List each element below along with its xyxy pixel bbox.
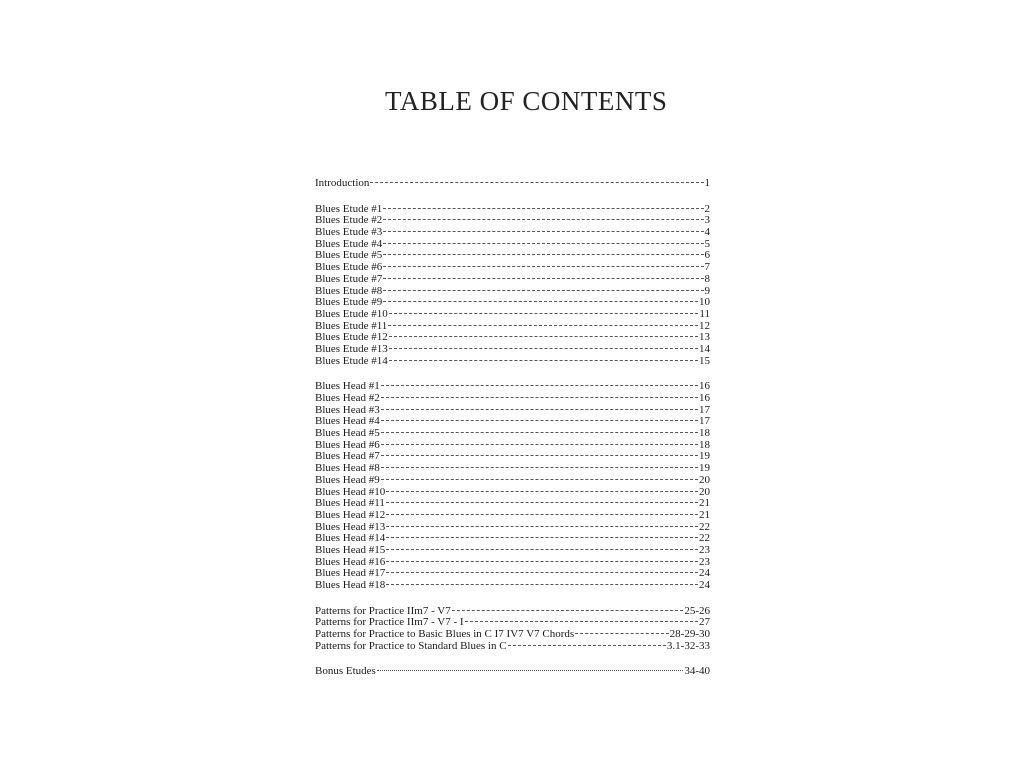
toc-leader-line [386,490,698,492]
toc-entry-label: Blues Etude #3 [315,226,383,239]
toc-entry [315,641,710,653]
toc-entry [315,428,710,440]
toc-entry-label: Blues Etude #13 [315,342,388,355]
toc-leader-line [386,536,698,538]
toc-entry [315,666,710,678]
toc-entry-label: Blues Head #10 [315,485,386,498]
toc-page-number: 10 [699,296,710,309]
toc-entry [315,178,710,190]
toc-page-number: 19 [699,462,710,475]
toc-entry-label: Blues Head #5 [315,427,380,440]
toc-leader-line [386,501,698,503]
toc-leader-line [452,609,684,611]
toc-leader-line [386,548,698,550]
toc-entry-label: Blues Head #18 [315,579,386,591]
toc-leader-line [381,478,698,480]
toc-entry-label: Patterns for Practice to Basic Blues in C I7 IV7 V7 Chords [315,628,575,641]
toc-entry [315,475,710,487]
toc-leader-line [381,419,698,421]
toc-leader-line [386,560,698,562]
toc-leader-line [383,265,703,267]
table-of-contents [315,178,710,678]
toc-entry-label: Blues Head #9 [315,473,380,486]
toc-page-number: 9 [704,284,710,297]
toc-page-number: 7 [704,261,710,274]
toc-entry-label: Blues Etude #6 [315,261,383,274]
toc-page-number: 12 [699,319,710,332]
toc-leader-line [575,632,668,634]
toc-page-number: 15 [699,354,710,367]
toc-leader-line [383,300,698,302]
toc-page-number: 6 [704,249,710,262]
toc-page-number: 4 [704,226,710,239]
toc-page-number: 24 [699,579,710,591]
toc-entry-label: Blues Head #8 [315,462,380,475]
toc-page-number: 18 [699,427,710,440]
toc-entry [315,629,710,641]
toc-page-number: 1 [704,177,710,189]
toc-entry-label: Blues Head #2 [315,392,380,404]
toc-page-number: 14 [699,342,710,355]
toc-section [315,606,710,653]
toc-entry [315,274,710,286]
toc-entry [315,393,710,405]
toc-section [315,666,710,678]
toc-page-number: 17 [699,415,710,428]
toc-page-number: 28-29-30 [669,628,710,641]
toc-entry [315,510,710,522]
toc-entry-label: Blues Etude #1 [315,202,383,215]
toc-page-number: 22 [699,532,710,545]
toc-page-number: 23 [699,555,710,568]
toc-leader-line [508,644,666,646]
toc-leader-line [383,242,703,244]
toc-entry-label: Blues Head #17 [315,567,386,580]
toc-leader-line [381,408,698,410]
toc-page-number: 5 [704,237,710,250]
toc-entry-label: Blues Head #1 [315,380,380,393]
toc-leader-line [381,431,698,433]
toc-entry-label: Blues Head #15 [315,543,386,556]
toc-entry [315,344,710,356]
toc-entry [315,356,710,368]
toc-page-number: 13 [699,331,710,344]
toc-leader-line [383,253,703,255]
toc-leader-line [370,181,703,183]
toc-leader-line [386,571,698,573]
toc-page-number: 20 [699,485,710,498]
toc-page-number: 34-40 [684,665,710,678]
toc-entry-label: Blues Head #16 [315,555,386,568]
toc-page-number: 20 [699,473,710,486]
toc-leader-line [386,583,698,585]
toc-leader-line [389,335,698,337]
toc-entry-label: Blues Head #13 [315,520,386,533]
toc-entry-label: Blues Head #7 [315,450,380,463]
toc-page-number: 19 [699,450,710,463]
toc-section [315,178,710,190]
toc-leader-line [381,384,698,386]
toc-entry-label: Blues Etude #12 [315,331,388,344]
page-title: TABLE OF CONTENTS [385,86,668,116]
toc-entry-label: Patterns for Practice to Standard Blues in C [315,639,507,652]
toc-leader-line [381,454,698,456]
toc-leader-line [383,277,703,279]
toc-leader-line [381,396,698,398]
toc-section [315,381,710,591]
toc-entry [315,309,710,321]
toc-entry-label: Blues Etude #10 [315,307,388,320]
toc-page-number: 16 [699,392,710,404]
toc-page-number: 3 [704,214,710,227]
toc-entry-label: Blues Etude #11 [315,319,388,332]
toc-entry-label: Blues Head #3 [315,403,380,416]
toc-page-number: 8 [704,272,710,285]
toc-entry-label: Patterns for Practice IIm7 - V7 [315,604,451,617]
toc-entry [315,227,710,239]
toc-leader-line [389,359,698,361]
toc-leader-line [465,620,698,622]
toc-page-number: 3.1-32-33 [666,639,710,652]
toc-entry-label: Blues Etude #14 [315,354,388,367]
toc-page-number: 22 [699,520,710,533]
toc-page-number: 27 [699,616,710,629]
toc-entry-label: Blues Etude #9 [315,296,383,309]
toc-leader-line [388,324,698,326]
toc-page-number: 25-26 [684,604,710,617]
toc-leader-line [381,443,698,445]
toc-section [315,204,710,368]
toc-entry [315,580,710,592]
toc-entry-label: Blues Head #11 [315,497,385,510]
toc-entry-label: Patterns for Practice IIm7 - V7 - I [315,616,464,629]
toc-page-number: 21 [699,508,710,521]
toc-entry-label: Blues Etude #5 [315,249,383,262]
toc-leader-line [377,669,684,671]
toc-leader-line [389,312,699,314]
toc-page-number: 17 [699,403,710,416]
toc-leader-line [383,289,703,291]
toc-page-number: 24 [699,567,710,580]
toc-entry-label: Blues Head #6 [315,438,380,451]
toc-entry-label: Blues Etude #2 [315,214,383,227]
toc-page-number: 23 [699,543,710,556]
toc-leader-line [383,218,703,220]
toc-entry-label: Blues Head #14 [315,532,386,545]
toc-entry-label: Blues Head #4 [315,415,380,428]
toc-entry-label: Blues Etude #8 [315,284,383,297]
toc-entry-label: Blues Etude #4 [315,237,383,250]
toc-leader-line [386,525,698,527]
toc-page-number: 11 [699,307,710,320]
toc-entry [315,545,710,557]
toc-page-number: 18 [699,438,710,451]
toc-entry-label: Introduction [315,177,370,189]
toc-page-number: 16 [699,380,710,393]
toc-leader-line [383,230,703,232]
toc-entry-label: Blues Head #12 [315,508,386,521]
toc-page-number: 2 [704,202,710,215]
toc-leader-line [383,207,703,209]
toc-leader-line [386,513,698,515]
toc-entry-label: Blues Etude #7 [315,272,383,285]
toc-leader-line [381,466,698,468]
toc-page-number: 21 [699,497,710,510]
toc-entry-label: Bonus Etudes [315,665,376,678]
toc-leader-line [389,347,698,349]
